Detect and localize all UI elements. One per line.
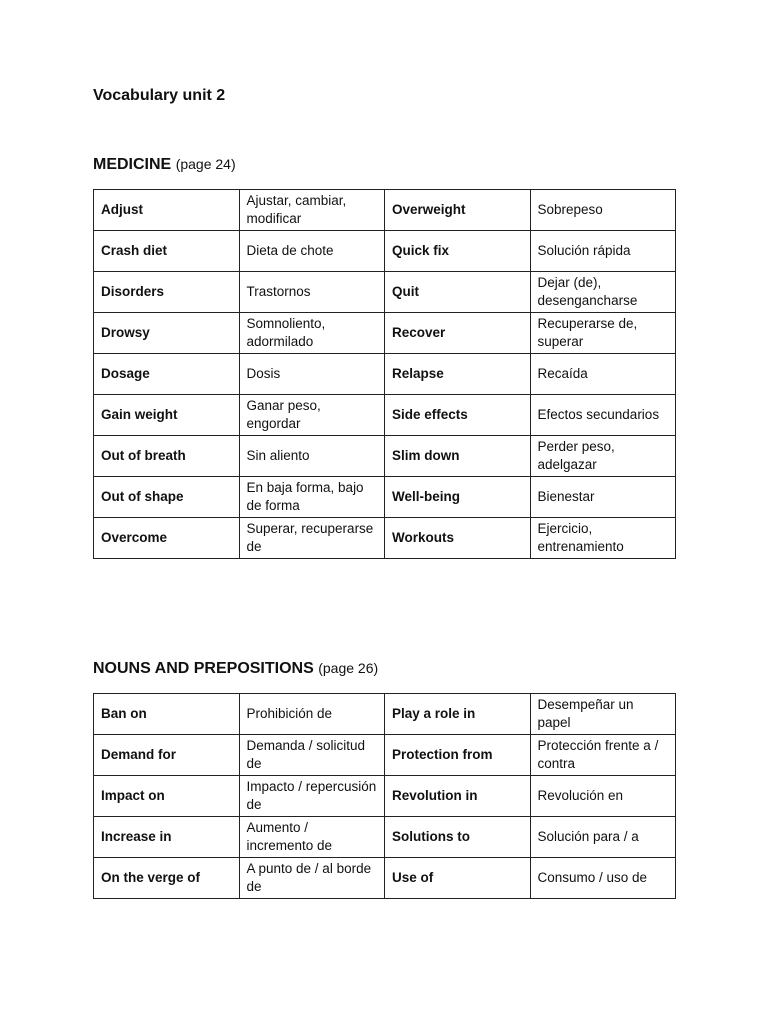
spanish-translation-cell: Dieta de chote: [239, 231, 385, 272]
table-row: [94, 477, 676, 518]
spanish-translation-cell: A punto de / al borde de: [239, 858, 385, 899]
spanish-translation-cell: Solución para / a: [530, 817, 676, 858]
english-term-cell: On the verge of: [94, 858, 240, 899]
table-row: [94, 395, 676, 436]
spanish-translation-cell: Recaída: [530, 354, 676, 395]
english-term-cell: Slim down: [385, 436, 531, 477]
spanish-translation-cell: Dejar (de), desengancharse: [530, 272, 676, 313]
spanish-translation-cell: Impacto / repercusión de: [239, 776, 385, 817]
spanish-translation-cell: Perder peso, adelgazar: [530, 436, 676, 477]
english-term-cell: Increase in: [94, 817, 240, 858]
table-body: [94, 190, 676, 559]
spanish-translation-cell: Bienestar: [530, 477, 676, 518]
english-term-cell: Out of breath: [94, 436, 240, 477]
nouns-prepositions-vocabulary-table: [93, 693, 676, 899]
table-body: [94, 694, 676, 899]
spanish-translation-cell: En baja forma, bajo de forma: [239, 477, 385, 518]
table-row: [94, 694, 676, 735]
table-row: [94, 858, 676, 899]
english-term-cell: Out of shape: [94, 477, 240, 518]
section-heading-nouns-and-prepositions: [93, 660, 378, 678]
spanish-translation-cell: Ajustar, cambiar, modificar: [239, 190, 385, 231]
english-term-cell: Demand for: [94, 735, 240, 776]
english-term-cell: Gain weight: [94, 395, 240, 436]
english-term-cell: Dosage: [94, 354, 240, 395]
english-term-cell: Quick fix: [385, 231, 531, 272]
spanish-translation-cell: Revolución en: [530, 776, 676, 817]
spanish-translation-cell: Somnoliento, adormilado: [239, 313, 385, 354]
english-term-cell: Recover: [385, 313, 531, 354]
english-term-cell: Relapse: [385, 354, 531, 395]
table-row: [94, 190, 676, 231]
spanish-translation-cell: Sin aliento: [239, 436, 385, 477]
spanish-translation-cell: Demanda / solicitud de: [239, 735, 385, 776]
english-term-cell: Revolution in: [385, 776, 531, 817]
spanish-translation-cell: Ganar peso, engordar: [239, 395, 385, 436]
spanish-translation-cell: Protección frente a / contra: [530, 735, 676, 776]
section-heading-medicine: [93, 156, 236, 174]
table-row: [94, 231, 676, 272]
english-term-cell: Well-being: [385, 477, 531, 518]
english-term-cell: Solutions to: [385, 817, 531, 858]
english-term-cell: Disorders: [94, 272, 240, 313]
page-reference: (page 26): [318, 660, 379, 676]
spanish-translation-cell: Solución rápida: [530, 231, 676, 272]
english-term-cell: Protection from: [385, 735, 531, 776]
english-term-cell: Drowsy: [94, 313, 240, 354]
english-term-cell: Workouts: [385, 518, 531, 559]
spanish-translation-cell: Aumento / incremento de: [239, 817, 385, 858]
table-row: [94, 776, 676, 817]
medicine-vocabulary-table: [93, 189, 676, 559]
table-row: [94, 313, 676, 354]
spanish-translation-cell: Prohibición de: [239, 694, 385, 735]
english-term-cell: Impact on: [94, 776, 240, 817]
english-term-cell: Quit: [385, 272, 531, 313]
table-row: [94, 436, 676, 477]
english-term-cell: Overweight: [385, 190, 531, 231]
spanish-translation-cell: Ejercicio, entrenamiento: [530, 518, 676, 559]
spanish-translation-cell: Efectos secundarios: [530, 395, 676, 436]
spanish-translation-cell: Desempeñar un papel: [530, 694, 676, 735]
english-term-cell: Overcome: [94, 518, 240, 559]
section-heading-text: NOUNS AND PREPOSITIONS: [93, 660, 314, 677]
spanish-translation-cell: Trastornos: [239, 272, 385, 313]
table-row: [94, 272, 676, 313]
english-term-cell: Ban on: [94, 694, 240, 735]
table-row: [94, 735, 676, 776]
english-term-cell: Crash diet: [94, 231, 240, 272]
table-row: [94, 354, 676, 395]
table-row: [94, 817, 676, 858]
section-heading-text: MEDICINE: [93, 156, 172, 173]
table-row: [94, 518, 676, 559]
english-term-cell: Adjust: [94, 190, 240, 231]
spanish-translation-cell: Recuperarse de, superar: [530, 313, 676, 354]
page-title: Vocabulary unit 2: [93, 87, 226, 104]
spanish-translation-cell: Dosis: [239, 354, 385, 395]
page-reference: (page 24): [175, 156, 236, 172]
spanish-translation-cell: Superar, recuperarse de: [239, 518, 385, 559]
spanish-translation-cell: Sobrepeso: [530, 190, 676, 231]
english-term-cell: Side effects: [385, 395, 531, 436]
english-term-cell: Play a role in: [385, 694, 531, 735]
spanish-translation-cell: Consumo / uso de: [530, 858, 676, 899]
english-term-cell: Use of: [385, 858, 531, 899]
